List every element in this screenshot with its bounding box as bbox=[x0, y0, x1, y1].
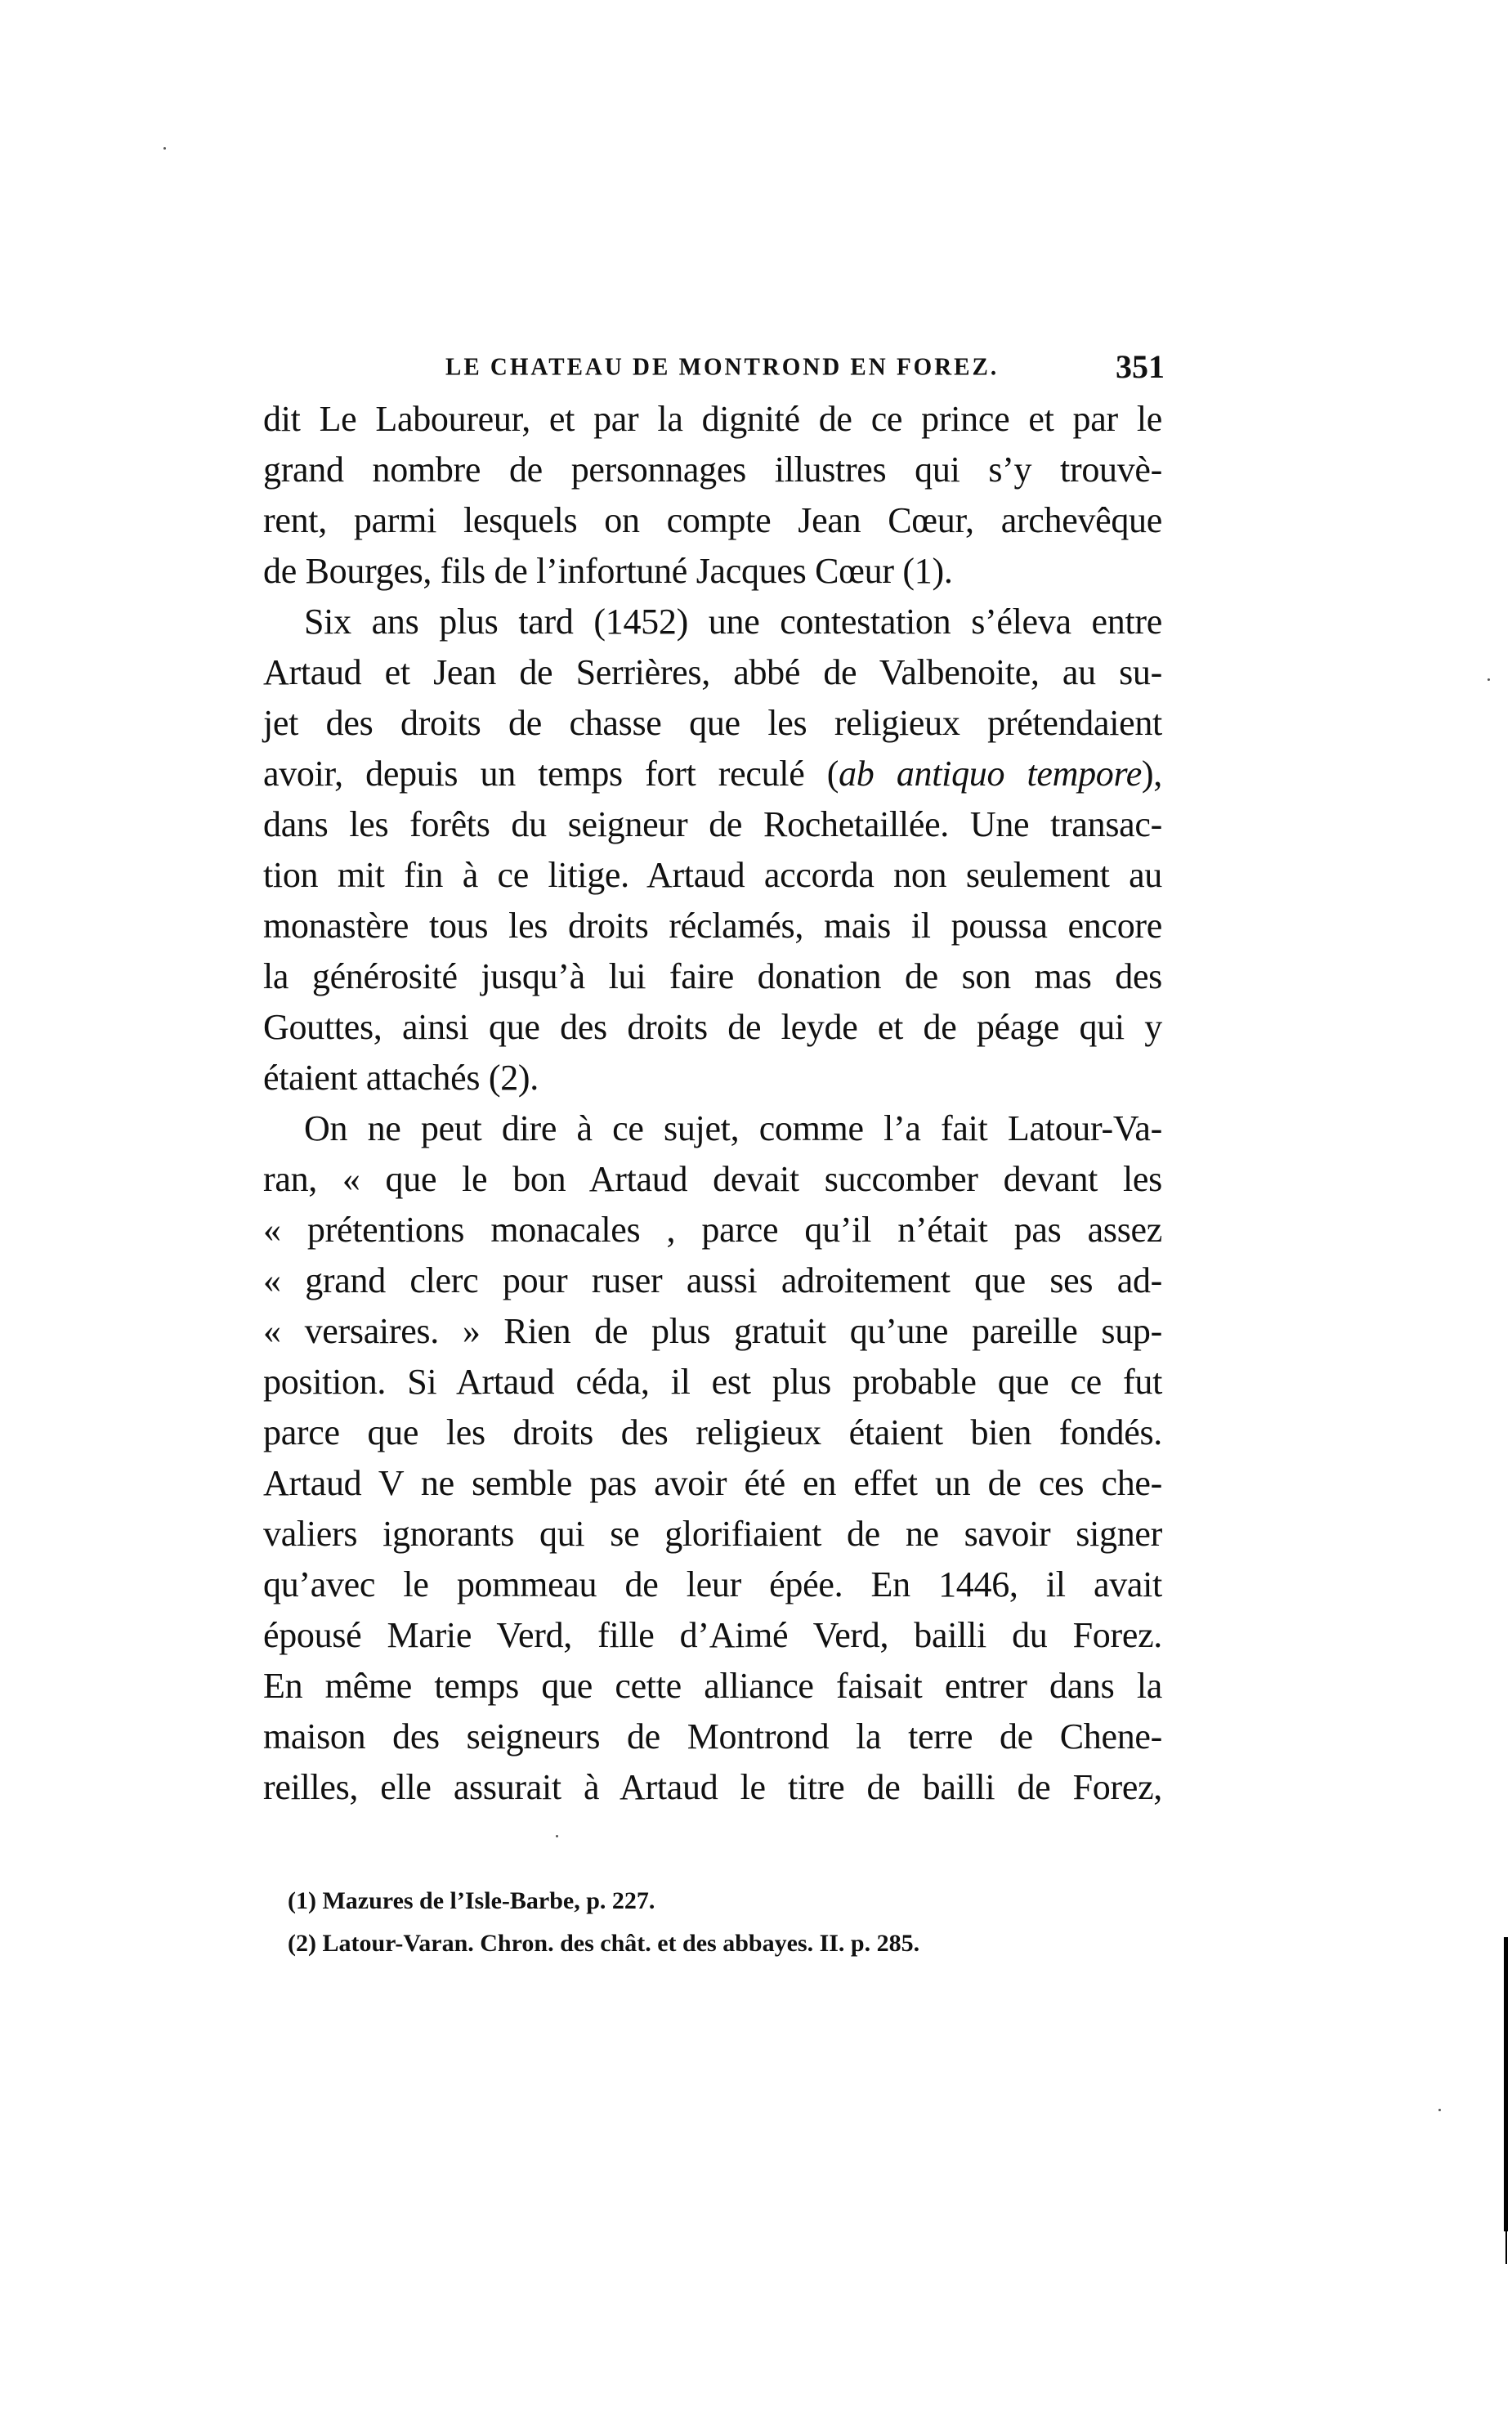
text-line: Artaud et Jean de Serrières, abbé de Valbenoite, au su- bbox=[263, 652, 1162, 692]
footnote-2: (2) Latour-Varan. Chron. des chât. et des abbayes. II. p. 285. bbox=[288, 1930, 920, 1957]
paragraph-end-line: de Bourges, fils de l’infortuné Jacques Cœur (1). bbox=[263, 551, 953, 591]
running-head bbox=[445, 347, 1165, 388]
text-line: « grand clerc pour ruser aussi adroitement que ses ad- bbox=[263, 1260, 1162, 1300]
text-line: « prétentions monacales , parce qu’il n’était pas assez bbox=[263, 1210, 1162, 1250]
text-line: grand nombre de personnages illustres qui s’y trouvè- bbox=[263, 450, 1162, 490]
scan-speck bbox=[1438, 2109, 1441, 2111]
text-line: parce que les droits des religieux étaient bien fondés. bbox=[263, 1412, 1162, 1452]
text-line: dit Le Laboureur, et par la dignité de ce prince et par le bbox=[263, 399, 1162, 439]
page-number: 351 bbox=[1116, 348, 1165, 385]
footnote-1: (1) Mazures de l’Isle-Barbe, p. 227. bbox=[288, 1887, 655, 1914]
text-line: position. Si Artaud céda, il est plus probable que ce fut bbox=[263, 1362, 1162, 1402]
paragraph-start-line: On ne peut dire à ce sujet, comme l’a fait Latour-Va- bbox=[304, 1108, 1162, 1148]
scan-speck bbox=[1487, 678, 1490, 681]
text-line: valiers ignorants qui se glorifiaient de ne savoir signer bbox=[263, 1514, 1162, 1554]
paragraph-start-line: Six ans plus tard (1452) une contestation s’éleva entre bbox=[304, 602, 1162, 642]
text-line: Artaud V ne semble pas avoir été en effet un de ces che- bbox=[263, 1463, 1162, 1503]
text-line: dans les forêts du seigneur de Rochetaillée. Une transac- bbox=[263, 804, 1162, 844]
running-title: LE CHATEAU DE MONTROND EN FOREZ. bbox=[445, 353, 1000, 381]
text-line: rent, parmi lesquels on compte Jean Cœur, archevêque bbox=[263, 500, 1162, 540]
text-line: ran, « que le bon Artaud devait succomber devant les bbox=[263, 1159, 1162, 1199]
paragraph-end-line: étaient attachés (2). bbox=[263, 1058, 539, 1098]
scan-edge-line bbox=[1504, 1937, 1508, 2231]
scan-edge-line-tail bbox=[1505, 2231, 1507, 2264]
text-line: reilles, elle assurait à Artaud le titre de bailli de Forez, bbox=[263, 1767, 1162, 1807]
text-line: monastère tous les droits réclamés, mais il poussa encore bbox=[263, 906, 1162, 946]
footnotes bbox=[288, 1880, 1105, 1965]
text-line: la générosité jusqu’à lui faire donation de son mas des bbox=[263, 956, 1162, 996]
scan-speck bbox=[556, 1835, 558, 1837]
text-line: tion mit fin à ce litige. Artaud accorda non seulement au bbox=[263, 855, 1162, 895]
text-line: En même temps que cette alliance faisait entrer dans la bbox=[263, 1666, 1162, 1706]
scan-speck bbox=[163, 147, 166, 150]
text-line: épousé Marie Verd, fille d’Aimé Verd, bailli du Forez. bbox=[263, 1615, 1162, 1655]
text-line-with-latin bbox=[263, 749, 1162, 799]
text-line: « versaires. » Rien de plus gratuit qu’une pareille sup- bbox=[263, 1311, 1162, 1351]
text-segment: ), bbox=[1141, 754, 1162, 794]
body-text bbox=[263, 394, 1162, 1813]
text-segment: avoir, depuis un temps fort reculé ( bbox=[263, 754, 839, 794]
text-line: jet des droits de chasse que les religieux prétendaient bbox=[263, 703, 1162, 743]
text-line: qu’avec le pommeau de leur épée. En 1446, il avait bbox=[263, 1564, 1162, 1604]
text-line: Gouttes, ainsi que des droits de leyde et de péage qui y bbox=[263, 1007, 1162, 1047]
text-line: maison des seigneurs de Montrond la terre de Chene- bbox=[263, 1716, 1162, 1756]
latin-phrase: ab antiquo tempore bbox=[839, 754, 1142, 794]
